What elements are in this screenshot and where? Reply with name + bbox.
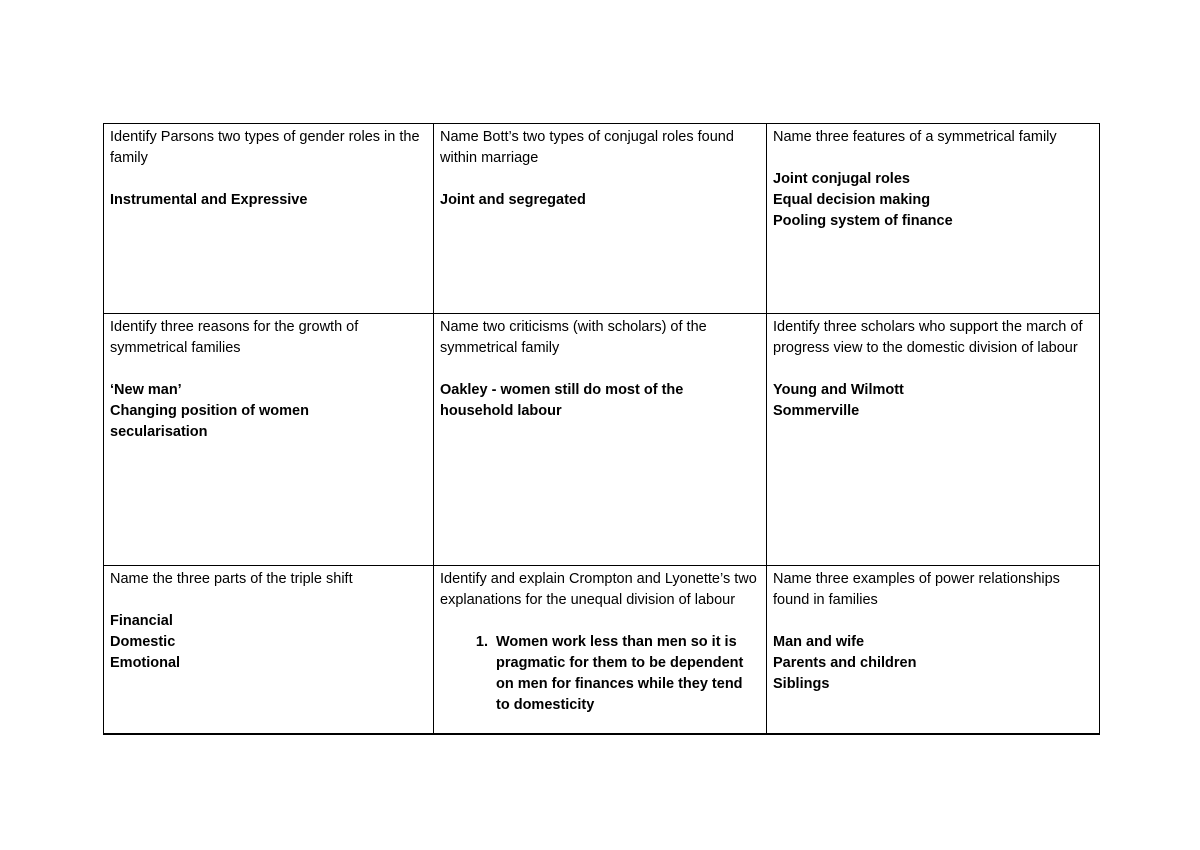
question-text: Identify three scholars who support the march of progress view to the domestic division of labour [773,319,1083,356]
numbered-answer-list [440,632,760,716]
answer-line: Oakley - women still do most of the household labour [440,382,684,419]
question-text: Name three examples of power relationships found in families [773,571,1060,608]
answer-line: Domestic [110,634,176,650]
question-text: Name two criticisms (with scholars) of the symmetrical family [440,319,707,356]
answer-line: Instrumental and Expressive [110,192,308,208]
question-text: Name the three parts of the triple shift [110,571,353,587]
table-cell-triple-shift [104,566,434,735]
answer-line: Man and wife [773,634,865,650]
question-text: Name Bott’s two types of conjugal roles found within marriage [440,129,734,166]
revision-table [103,123,1100,735]
table-cell-symmetrical-features [767,124,1100,314]
question-text: Identify Parsons two types of gender roles in the family [110,129,420,166]
table-cell-march-of-progress [767,314,1100,566]
answer-line: Changing position of women [110,403,309,419]
answer-line: Financial [110,613,173,629]
question-text: Name three features of a symmetrical family [773,129,1057,145]
table-cell-growth-reasons [104,314,434,566]
table-cell-bott-conjugal-roles [434,124,767,314]
answer-line: Emotional [110,655,181,671]
table-row [104,124,1100,314]
answer-line: Siblings [773,676,830,692]
answer-line: Pooling system of finance [773,213,953,229]
question-text: Identify three reasons for the growth of symmetrical families [110,319,359,356]
numbered-answer-item: 1. Women work less than men so it is pragmatic for them to be dependent on men for finances while they tend to domesticity [492,632,760,716]
table-cell-parsons-roles [104,124,434,314]
table-cell-power-relationships [767,566,1100,735]
answer-line: secularisation [110,424,208,440]
answer-line: Equal decision making [773,192,931,208]
answer-line: Young and Wilmott [773,382,904,398]
table-row [104,566,1100,735]
answer-line: Joint conjugal roles [773,171,910,187]
answer-line: Joint and segregated [440,192,586,208]
answer-line: ‘New man’ [110,382,182,398]
table-row [104,314,1100,566]
question-text: Identify and explain Crompton and Lyonette’s two explanations for the unequal division of labour [440,571,757,608]
answer-line: Parents and children [773,655,917,671]
table-cell-criticisms [434,314,767,566]
answer-line: Sommerville [773,403,860,419]
table-cell-crompton-lyonette [434,566,767,735]
